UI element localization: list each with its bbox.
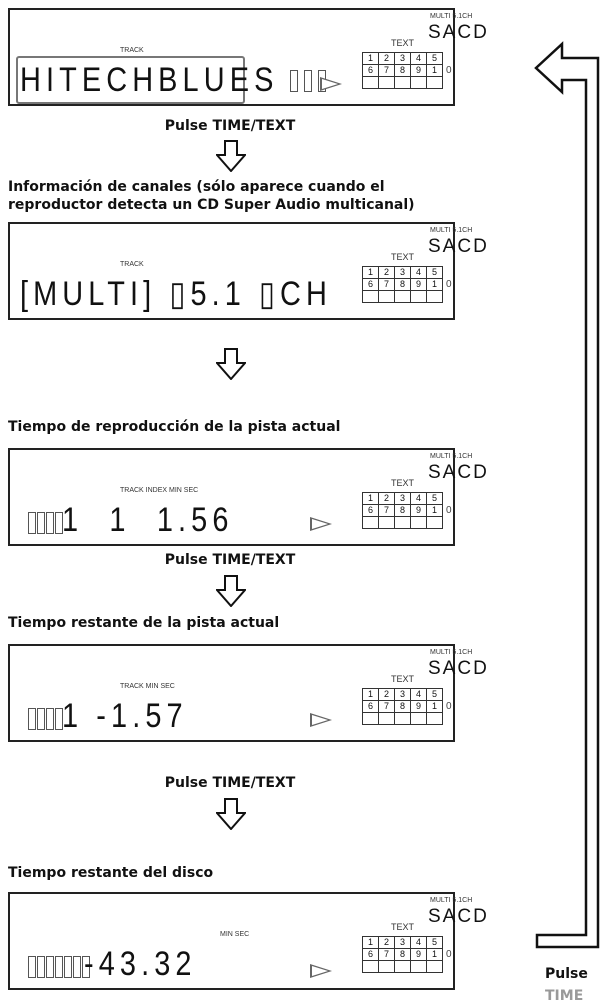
instruction: Pulse TIME/TEXT [164,775,296,791]
grid-cell: 7 [379,505,395,517]
grid-cell: 1 [363,493,379,505]
down-arrow-icon [216,348,246,380]
display-panel-track-time [8,448,489,546]
grid-cell: 4 [411,493,427,505]
side-instruction: Pulse [545,966,588,982]
grid-cell: 3 [395,267,411,279]
grid-cell: 3 [395,53,411,65]
grid-cell: 5 [427,267,443,279]
grid-cell: 8 [395,505,411,517]
grid-cell: 5 [427,937,443,949]
display-labels: TRACK INDEX MIN SEC [120,487,199,494]
grid-cell: 2 [379,493,395,505]
grid-cell: 6 [363,279,379,291]
multi-indicator: MULTI 5.1CH [430,897,473,904]
display-panel-channels [8,222,489,320]
grid-cell: 8 [395,65,411,77]
grid-cell: 7 [379,279,395,291]
display-panel-disc-remaining [8,892,489,990]
grid-cell: 4 [411,689,427,701]
grid-cell: 6 [363,65,379,77]
heading-track-time: Tiempo de reproducción de la pista actual [8,419,341,435]
down-arrow-icon [216,575,246,607]
instruction: Pulse TIME/TEXT [164,118,296,134]
multi-indicator: MULTI 5.1CH [430,13,473,20]
grid-overflow-digit: 0 [446,949,452,960]
down-arrow-icon [216,798,246,830]
grid-cell: 5 [427,53,443,65]
display-panel-title [8,8,489,106]
play-icon [310,517,332,531]
grid-overflow-digit: 0 [446,505,452,516]
multi-indicator: MULTI 5.1CH [430,227,473,234]
instruction: Pulse TIME/TEXT [164,552,296,568]
grid-cell: 6 [363,505,379,517]
track-grid [362,688,443,725]
segment-slots [28,512,64,538]
text-indicator: TEXT [391,252,415,262]
text-indicator: TEXT [391,674,415,684]
grid-cell: 5 [427,689,443,701]
grid-cell: 8 [395,279,411,291]
grid-cell: 2 [379,937,395,949]
grid-cell: 6 [363,949,379,961]
text-indicator: TEXT [391,922,415,932]
grid-cell: 1 [363,267,379,279]
grid-cell: 8 [395,949,411,961]
grid-cell: 9 [411,279,427,291]
display-text: 1 -1.57 [62,697,188,735]
track-grid [362,492,443,529]
sacd-indicator: SACD [428,462,489,483]
grid-cell: 1 [363,937,379,949]
sacd-indicator: SACD [428,906,489,927]
grid-cell: 1 [427,949,443,961]
heading-channels: Información de canales (sólo aparece cuando el reproductor detecta un CD Super Audio multicanal) [8,179,415,213]
play-icon [310,713,332,727]
segment-slots [28,956,91,982]
track-grid [362,52,443,89]
down-arrow-icon [216,140,246,172]
display-labels: MIN SEC [220,931,250,938]
text-indicator: TEXT [391,38,415,48]
grid-cell: 9 [411,949,427,961]
sacd-indicator: SACD [428,236,489,257]
grid-cell: 1 [363,53,379,65]
grid-cell: 1 [427,65,443,77]
grid-cell: 4 [411,937,427,949]
grid-cell: 3 [395,493,411,505]
display-panel-track-remaining [8,644,489,742]
heading-track-remaining: Tiempo restante de la pista actual [8,615,280,631]
display-labels: TRACK [120,47,144,54]
segment-slots [28,708,64,734]
display-text: 1 1 1.56 [62,501,234,539]
grid-cell: 4 [411,267,427,279]
grid-cell: 7 [379,701,395,713]
grid-cell: 1 [427,505,443,517]
grid-cell: 7 [379,65,395,77]
grid-cell: 5 [427,493,443,505]
grid-overflow-digit: 0 [446,65,452,76]
grid-cell: 1 [427,279,443,291]
grid-cell: 9 [411,505,427,517]
heading-disc-remaining: Tiempo restante del disco [8,865,214,881]
display-text: [MULTI] ▯5.1 ▯CH [20,275,333,313]
grid-cell: 2 [379,689,395,701]
grid-cell: 2 [379,267,395,279]
track-grid [362,936,443,973]
grid-cell: 9 [411,65,427,77]
multi-indicator: MULTI 5.1CH [430,649,473,656]
grid-cell: 6 [363,701,379,713]
grid-cell: 1 [363,689,379,701]
play-icon [320,77,342,91]
sacd-indicator: SACD [428,658,489,679]
grid-overflow-digit: 0 [446,701,452,712]
display-labels: TRACK MIN SEC [120,683,175,690]
loop-back-arrow-icon [450,0,606,998]
display-text: HITECHBLUES [20,61,279,99]
grid-cell: 3 [395,689,411,701]
display-text: -43.32 [84,945,197,983]
sacd-indicator: SACD [428,22,489,43]
display-labels: TRACK [120,261,144,268]
grid-cell: 3 [395,937,411,949]
grid-cell: 2 [379,53,395,65]
play-icon [310,964,332,978]
grid-cell: 9 [411,701,427,713]
grid-cell: 1 [427,701,443,713]
track-grid [362,266,443,303]
grid-overflow-digit: 0 [446,279,452,290]
grid-cell: 7 [379,949,395,961]
grid-cell: 4 [411,53,427,65]
side-instruction-cut: TIME [545,988,584,1004]
grid-cell: 8 [395,701,411,713]
multi-indicator: MULTI 5.1CH [430,453,473,460]
text-indicator: TEXT [391,478,415,488]
